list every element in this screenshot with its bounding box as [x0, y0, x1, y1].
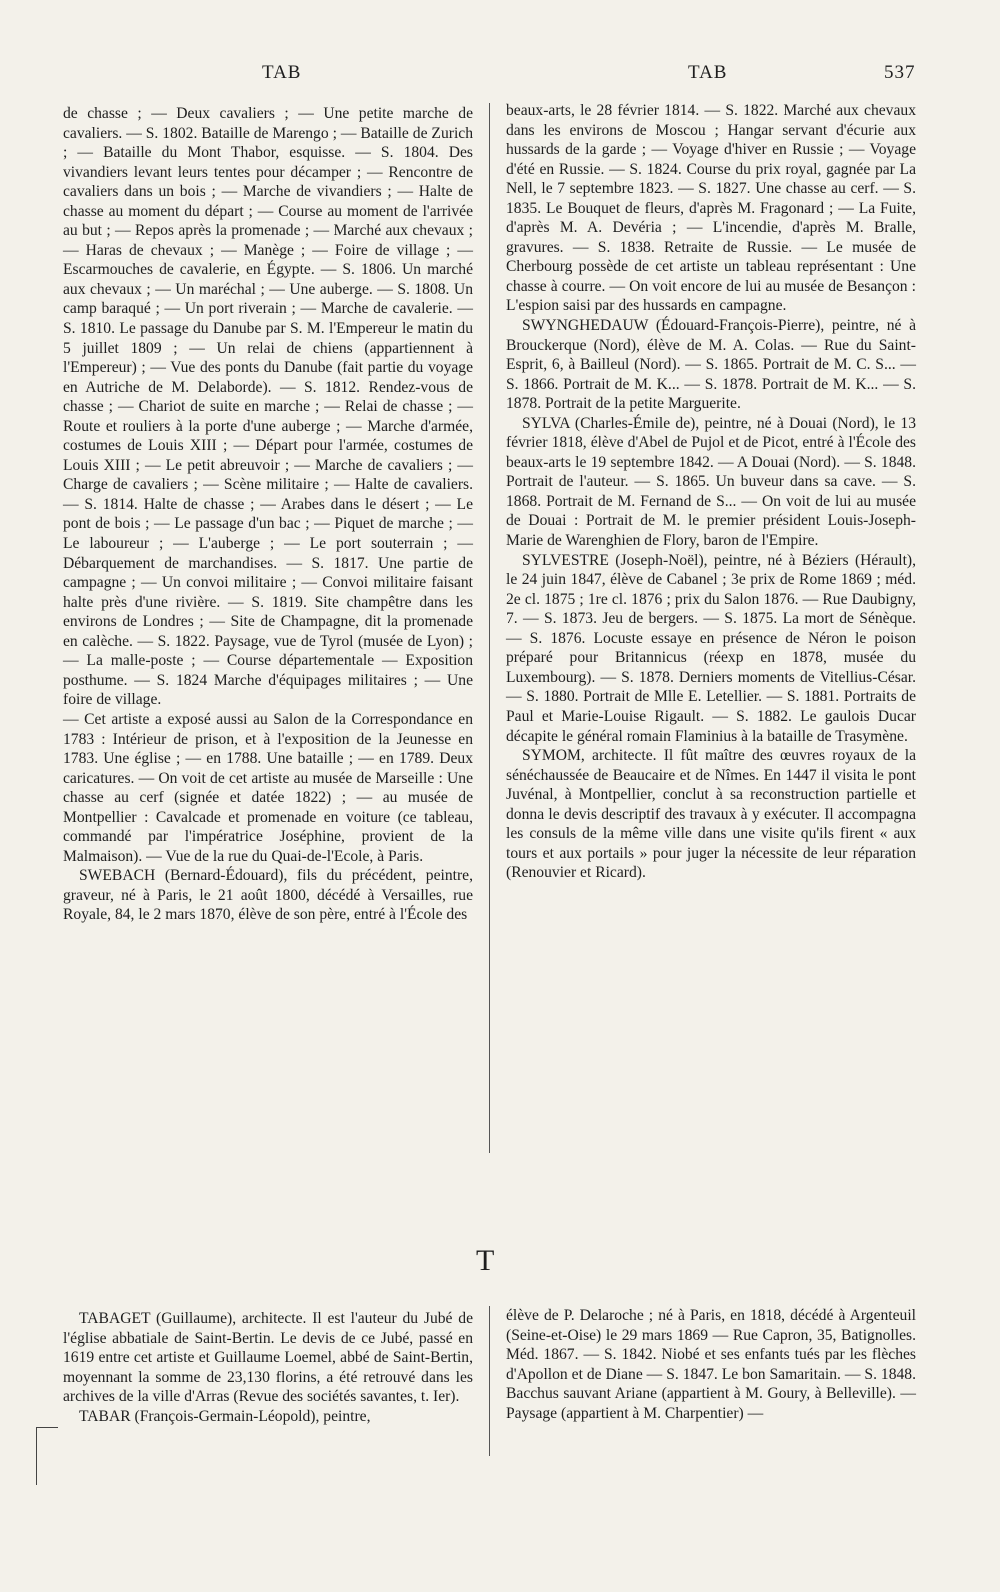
- column-left-bottom: [63, 1309, 473, 1426]
- column-right-top: [506, 101, 916, 883]
- paragraph: — Cet artiste a exposé aussi au Salon de la Correspondance en 1783 : Intérieur de prison, et à l'exposition de la Jeunesse en 1783. Une église ; — en 1788. Une bataille ; — en 1789. Deux caricatures. — On voit de cet artiste au musée de Marseille : Une chasse au cerf (signée et datée 1822) ; — au musée de Montpellier : Cavalcade et promenade en voiture (ce tableau, commandé par l'impératrice Joséphine, provient de la Malmaison). — Vue de la rue du Quai-de-l'Ecole, à Paris.: [63, 710, 473, 865]
- running-head-left: TAB: [262, 62, 302, 83]
- column-left-top: [63, 104, 473, 925]
- margin-bracket: [36, 1427, 37, 1485]
- running-head-center: TAB: [688, 62, 728, 83]
- paragraph: de chasse ; — Deux cavaliers ; — Une petite marche de cavaliers. — S. 1802. Bataille de Marengo ; — Bataille de Zurich ; — Bataille du Mont Thabor, esquisse. — S. 1804. Des vivandiers levant leurs tentes pour décamper ; — Rencontre de cavaliers dans un bois ; — Marche de vivandiers ; — Halte de chasse au moment du départ ; — Course au moment de l'arrivée au but ; — Repos après la promenade ; — Marché aux chevaux ; — Haras de chevaux ; — Manège ; — Foire de village ; — Escarmouches de cavalerie, en Égypte. — S. 1806. Un marché aux chevaux ; — Un maréchal ; — Une auberge. — S. 1808. Un camp baraqué ; — Un port riverain ; — Marche de cavalerie. — S. 1810. Le passage du Danube par S. M. l'Empereur le matin du 5 juillet 1809 ; — Un relai de chiens (appartiennent à l'Empereur) ; — Vue des ponts du Danube (fait partie du voyage en Autriche de M. Delaborde). — S. 1812. Rendez-vous de chasse ; — Chariot de suite en marche ; — Relai de chasse ; — Route et rouliers à la porte d'une auberge ; — Marche d'armée, costumes de Louis XIII ; — Départ pour l'armée, costumes de Louis XIII ; — Le petit abreuvoir ; — Marche de cavaliers ; — Charge de cavaliers ; — Scène militaire ; — Halte de cavaliers. — S. 1814. Halte de chasse ; — Arabes dans le désert ; — Le pont de bois ; — Le passage d'un bac ; — Piquet de marche ; — Le laboureur ; — L'auberge ; — Le port souterrain ; — Débarquement de marchandises. — S. 1817. Une partie de campagne ; — Un convoi militaire ; — Convoi militaire faisant halte près d'une rivière. — S. 1819. Site champêtre dans les environs de Londres ; — Site de Champagne, dit la promenade en calèche. — S. 1822. Paysage, vue de Tyrol (musée de Lyon) ; — La malle-poste ; — Course départementale — Exposition posthume. — S. 1824 Marche d'équipages militaires ; — Une foire de village.: [63, 105, 473, 709]
- entry-tabaget: TABAGET (Guillaume), architecte. Il est l'auteur du Jubé de l'église abbatiale de Saint-Bertin. Le devis de ce Jubé, passé en 1619 entre cet artiste et Guillaume Loemel, abbé de Saint-Bertin, moyennant la somme de 23,130 florins, a été retrouvé dans les archives de la ville d'Arras (Revue des sociétés savantes, t. Ier).: [63, 1310, 473, 1406]
- page-number: 537: [884, 62, 916, 83]
- entry-sylvestre: SYLVESTRE (Joseph-Noël), peintre, né à Béziers (Hérault), le 24 juin 1847, élève de Cabanel ; 3e prix de Rome 1869 ; méd. 2e cl. 1875 ; 1re cl. 1876 ; prix du Salon 1876. — Rue Daubigny, 7. — S. 1873. Jeu de bergers. — S. 1875. La mort de Sénèque. — S. 1876. Locuste essaye en présence de Néron le poison préparé pour Britannicus (réexp en 1878, musée du Luxembourg). — S. 1878. Derniers moments de Vitellius-César. — S. 1880. Portrait de Mlle E. Letellier. — S. 1881. Portraits de Paul et Marie-Louise Rigault. — S. 1882. Le gaulois Ducar décapite le général romain Flaminius à la bataille de Trasymène.: [506, 551, 916, 745]
- margin-bracket-top: [36, 1427, 58, 1428]
- column-rule-top: [489, 103, 490, 1153]
- paragraph: beaux-arts, le 28 février 1814. — S. 1822. Marché aux chevaux dans les environs de Moscou ; Hangar servant d'écurie aux hussards de la garde ; — Voyage d'hiver en Russie ; — Voyage d'été en Russie. — S. 1824. Course du prix royal, gagnée par La Nell, le 7 septembre 1823. — S. 1827. Une chasse au cerf. — S. 1835. Le Bouquet de fleurs, d'après M. Fragonard ; — La Fuite, d'après M. A. Devéria ; — L'incendie, d'après M. Bralle, gravures. — S. 1838. Retraite de Russie. — Le musée de Cherbourg possède de cet artiste un tableau représentant : Une chasse à courre. — On voit encore de lui au musée de Besançon : L'espion saisi par des hussards en campagne.: [506, 102, 916, 315]
- section-letter: T: [476, 1244, 495, 1277]
- entry-tabar: TABAR (François-Germain-Léopold), peintre,: [79, 1407, 371, 1425]
- paragraph: élève de P. Delaroche ; né à Paris, en 1818, décédé à Argenteuil (Seine-et-Oise) le 29 mars 1869 — Rue Capron, 35, Batignolles. Méd. 1867. — S. 1842. Niobé et ses enfants tués par les flèches d'Apollon et de Diane — S. 1847. Le bon Samaritain. — S. 1848. Bacchus sauvant Ariane (appartient à M. Goury, à Belleville). — Paysage (appartient à M. Charpentier) —: [506, 1307, 916, 1422]
- entry-symom: SYMOM, architecte. Il fût maître des œuvres royaux de la sénéchaussée de Beaucaire et de Nîmes. En 1447 il visita le pont Juvénal, à Montpellier, conclut à sa reconstruction partielle et donna le devis descriptif des travaux à y exécuter. Il accompagna les consuls de la même ville dans une visite qu'ils firent « aux tours et aux portails » pour juger la nécessite de leur réparation (Renouvier et Ricard).: [506, 747, 916, 882]
- entry-swebach: SWEBACH (Bernard-Édouard), fils du précédent, peintre, graveur, né à Paris, le 21 août 1800, décédé à Versailles, rue Royale, 84, le 2 mars 1870, élève de son père, entré à l'École des: [63, 867, 473, 924]
- column-right-bottom: [506, 1306, 916, 1423]
- entry-swynghedauw: SWYNGHEDAUW (Édouard-François-Pierre), peintre, né à Brouckerque (Nord), élève de M. A. Colas. — Rue du Saint-Esprit, 6, à Bailleul (Nord). — S. 1865. Portrait de M. C. S... — S. 1866. Portrait de M. K... — S. 1878. Portrait de M. K... — S. 1878. Portrait de la petite Marguerite.: [506, 317, 916, 413]
- column-rule-bottom: [489, 1306, 490, 1456]
- entry-sylva: SYLVA (Charles-Émile de), peintre, né à Douai (Nord), le 13 février 1818, élève d'Abel de Pujol et de Picot, entré à l'École des beaux-arts le 19 septembre 1842. — A Douai (Nord). — S. 1848. Portrait de l'auteur. — S. 1865. Un buveur dans sa cave. — S. 1868. Portrait de M. Fernand de S... — On voit de lui au musée de Douai : Portrait de M. le premier président Louis-Joseph-Marie de Warenghien de Flory, baron de l'Empire.: [506, 414, 916, 550]
